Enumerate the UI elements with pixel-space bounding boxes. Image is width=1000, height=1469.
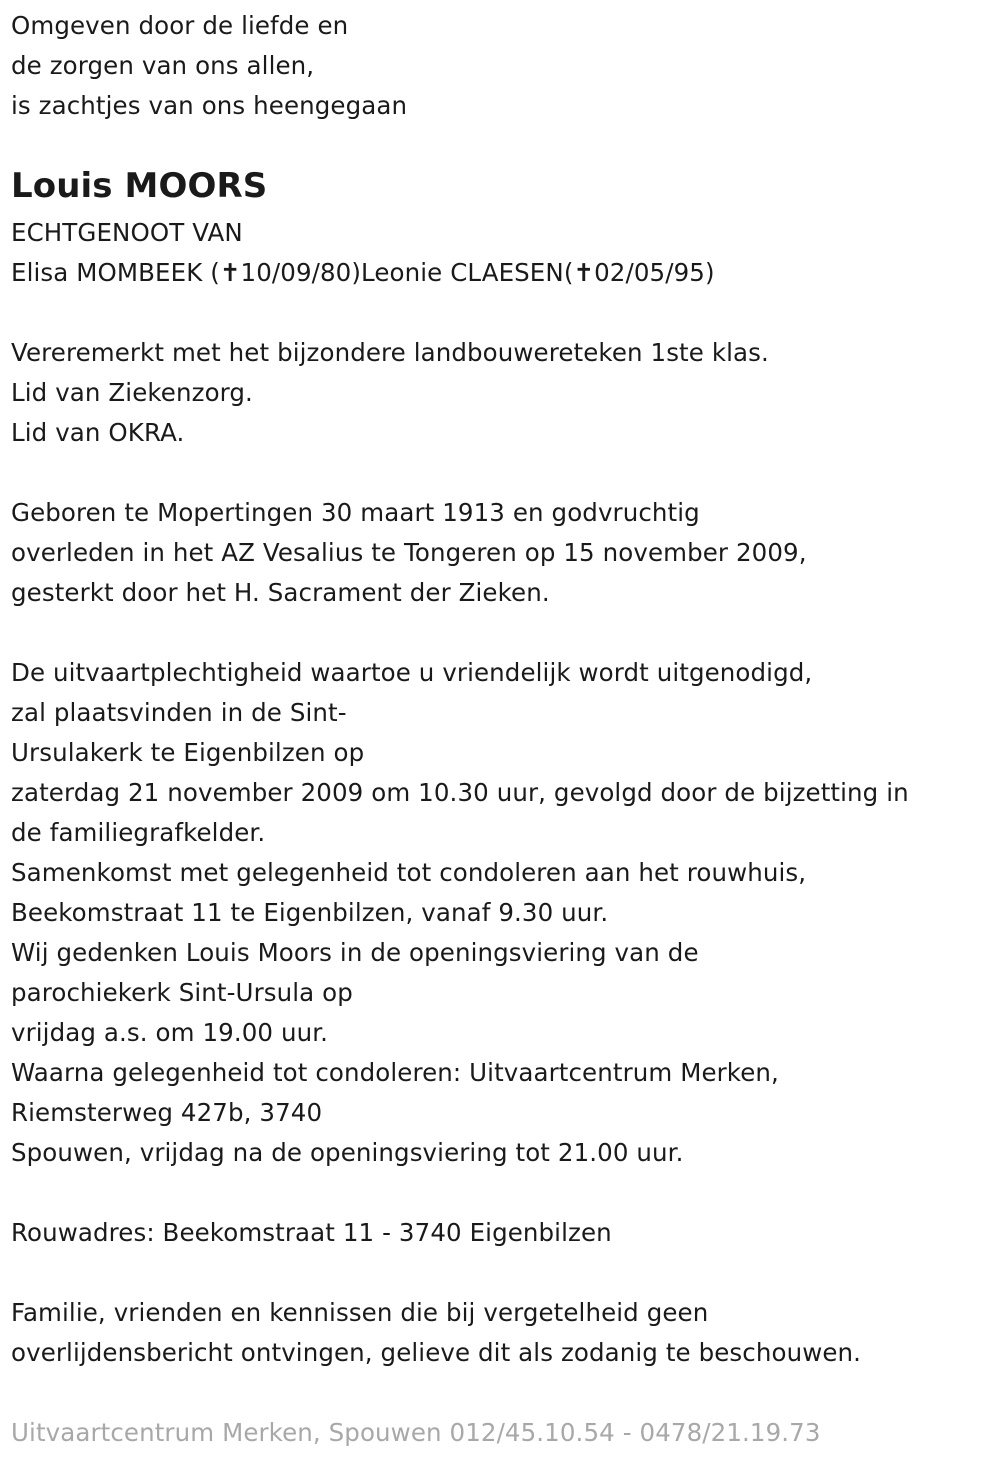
honor-line: Vereremerkt met het bijzondere landbouwereteken 1ste klas. — [11, 338, 769, 367]
birth-death-line: Geboren te Mopertingen 30 maart 1913 en godvruchtig — [11, 498, 700, 527]
intro-line: de zorgen van ons allen, — [11, 51, 315, 80]
spouses-line: Elisa MOMBEEK (✝10/09/80)Leonie CLAESEN(✝02/05/95) — [11, 258, 715, 287]
ceremony-line: Spouwen, vrijdag na de openingsviering tot 21.00 uur. — [11, 1138, 684, 1167]
ceremony-line: zaterdag 21 november 2009 om 10.30 uur, gevolgd door de bijzetting in — [11, 778, 909, 807]
intro-line: Omgeven door de liefde en — [11, 11, 349, 40]
notice-line: Familie, vrienden en kennissen die bij vergetelheid geen — [11, 1298, 709, 1327]
birth-death-line: gesterkt door het H. Sacrament der Zieken. — [11, 578, 550, 607]
ceremony-line: De uitvaartplechtigheid waartoe u vriendelijk wordt uitgenodigd, — [11, 658, 813, 687]
funeral-home-footer: Uitvaartcentrum Merken, Spouwen 012/45.10.54 - 0478/21.19.73 — [11, 1418, 821, 1447]
deceased-name: Louis MOORS — [11, 166, 268, 206]
ceremony-line: zal plaatsvinden in de Sint- — [11, 698, 347, 727]
intro-line: is zachtjes van ons heengegaan — [11, 91, 408, 120]
ceremony-line: Samenkomst met gelegenheid tot condoleren aan het rouwhuis, — [11, 858, 807, 887]
ceremony-line: Waarna gelegenheid tot condoleren: Uitvaartcentrum Merken, — [11, 1058, 779, 1087]
relation-label: ECHTGENOOT VAN — [11, 218, 243, 247]
ceremony-line: Wij gedenken Louis Moors in de openingsviering van de — [11, 938, 699, 967]
ceremony-line: Riemsterweg 427b, 3740 — [11, 1098, 323, 1127]
ceremony-line: parochiekerk Sint-Ursula op — [11, 978, 353, 1007]
honor-line: Lid van OKRA. — [11, 418, 185, 447]
ceremony-line: Ursulakerk te Eigenbilzen op — [11, 738, 365, 767]
ceremony-line: de familiegrafkelder. — [11, 818, 266, 847]
notice-line: overlijdensbericht ontvingen, gelieve dit als zodanig te beschouwen. — [11, 1338, 862, 1367]
mourning-address: Rouwadres: Beekomstraat 11 - 3740 Eigenbilzen — [11, 1218, 612, 1247]
ceremony-line: vrijdag a.s. om 19.00 uur. — [11, 1018, 329, 1047]
ceremony-line: Beekomstraat 11 te Eigenbilzen, vanaf 9.30 uur. — [11, 898, 609, 927]
honor-line: Lid van Ziekenzorg. — [11, 378, 253, 407]
birth-death-line: overleden in het AZ Vesalius te Tongeren op 15 november 2009, — [11, 538, 807, 567]
